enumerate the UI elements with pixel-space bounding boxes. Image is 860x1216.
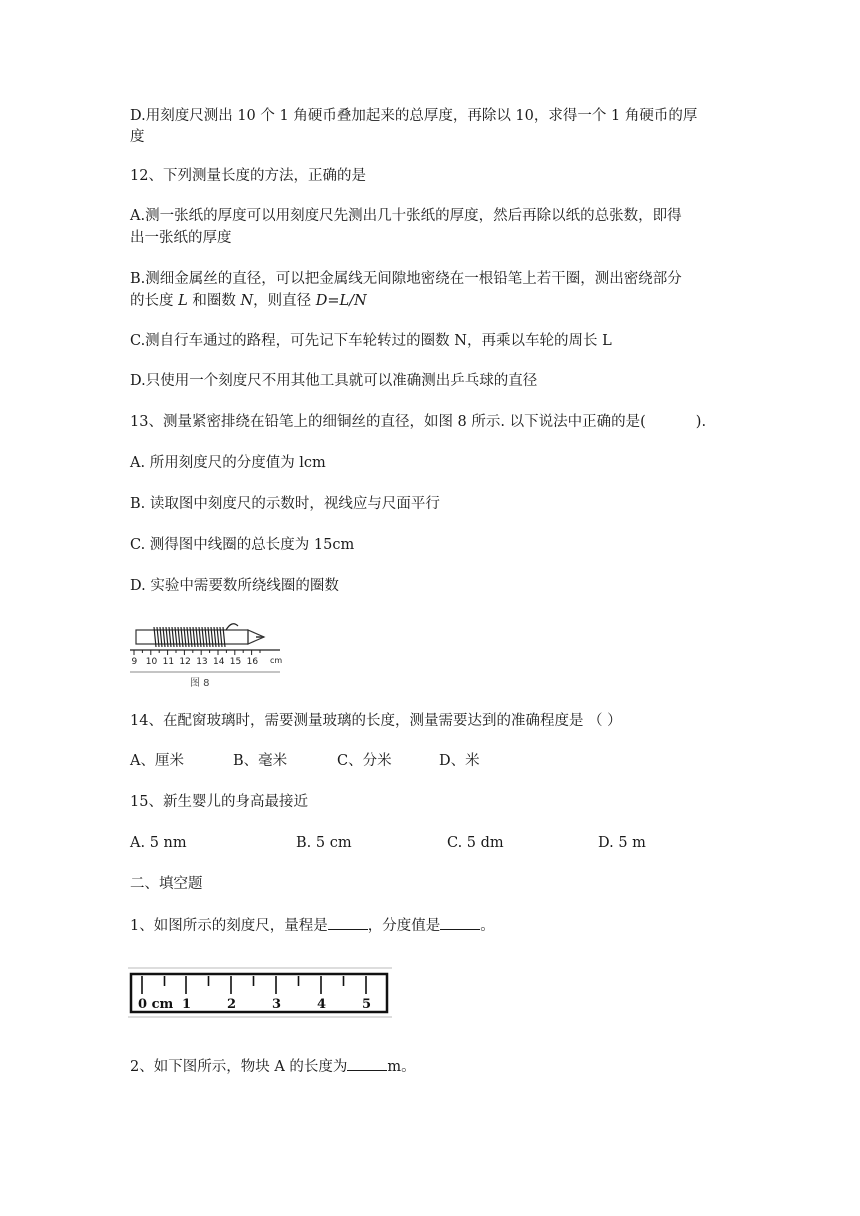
fill1-text: ，分度值是	[367, 918, 441, 934]
wire-end	[226, 624, 238, 630]
q12-option-b-text: 的长度	[130, 293, 179, 309]
q13-option-a: A. 所用刻度尺的分度值为 lcm	[130, 455, 326, 471]
fill2-question	[130, 1056, 416, 1077]
ruler-tick-label: 13	[196, 657, 208, 667]
variable-n: N	[240, 293, 254, 309]
answer-blank	[440, 915, 480, 930]
ruler-tick-label: 16	[246, 657, 259, 667]
q14-stem: 14、在配窗玻璃时，需要测量玻璃的长度，测量需要达到的准确程度是 （ ）	[130, 713, 622, 729]
figure-caption: 图 8	[190, 678, 210, 689]
q12-option-b-line1: B.测细金属丝的直径，可以把金属线无间隙地密绕在一根铅笔上若干圈，测出密绕部分	[130, 271, 682, 287]
fill1-text: 1、如图所示的刻度尺，量程是	[130, 918, 328, 934]
q13-stem-text: 13、测量紧密排绕在铅笔上的细铜丝的直径，如图 8 所示. 以下说法中正确的是(	[130, 414, 646, 430]
q13-stem	[130, 412, 706, 432]
q11-option-d-line1: D.用刻度尺测出 10 个 1 角硬币叠加起来的总厚度，再除以 10，求得一个 1 角硬币的厚	[130, 108, 698, 124]
q14-option-a: A、厘米	[130, 753, 184, 769]
q12-option-a-line2: 出一张纸的厚度	[130, 230, 232, 246]
q14-option-b: B、毫米	[233, 753, 288, 769]
q15-option-c: C. 5 dm	[447, 835, 504, 851]
q15-stem: 15、新生婴儿的身高最接近	[130, 794, 308, 810]
q13-option-b: B. 读取图中刻度尺的示数时，视线应与尺面平行	[130, 496, 440, 512]
ruler-tick-label: 11	[162, 657, 175, 667]
q12-option-b-text: ，则直径	[253, 293, 316, 309]
q15-option-d: D. 5 m	[598, 835, 646, 851]
q15-option-b: B. 5 cm	[296, 835, 352, 851]
q14-option-c: C、分米	[337, 753, 392, 769]
q11-option-d-line2: 度	[130, 129, 145, 145]
q12-option-a-line1: A.测一张纸的厚度可以用刻度尺先测出几十张纸的厚度，然后再除以纸的总张数，即得	[130, 208, 682, 224]
q12-option-b-text: 和圈数	[187, 293, 241, 309]
fill2-text: m。	[387, 1059, 416, 1075]
ruler-tick-label: 1	[182, 997, 192, 1012]
q14-option-d: D、米	[439, 753, 480, 769]
q13-option-d: D. 实验中需要数所绕线圈的圈数	[130, 578, 339, 594]
q12-stem: 12、下列测量长度的方法，正确的是	[130, 168, 366, 184]
ruler-tick-label: 14	[213, 657, 225, 667]
answer-blank	[328, 915, 368, 930]
q13-option-c: C. 测得图中线圈的总长度为 15cm	[130, 537, 355, 553]
q12-option-d: D.只使用一个刻度尺不用其他工具就可以准确测出乒乓球的直径	[130, 373, 538, 389]
answer-blank	[347, 1056, 387, 1071]
ruler-unit: cm	[270, 656, 283, 665]
diameter-formula: D=L/N	[315, 293, 367, 309]
q12-option-c: C.测自行车通过的路程，可先记下车轮转过的圈数 N，再乘以车轮的周长 L	[130, 333, 612, 349]
fill2-text: 2、如下图所示，物块 A 的长度为	[130, 1059, 348, 1075]
fill1-text: 。	[480, 918, 495, 934]
ruler-tick-label: 0 cm	[138, 997, 174, 1012]
variable-l: L	[178, 293, 188, 309]
ruler-tick-label: 4	[317, 997, 327, 1012]
ruler-tick-label: 9	[131, 657, 138, 667]
ruler-figure	[128, 966, 392, 1020]
q15-option-a: A. 5 nm	[130, 835, 187, 851]
ruler-ticks	[134, 650, 260, 655]
ruler-tick-label: 2	[227, 997, 237, 1012]
q12-option-b-line2	[130, 291, 367, 311]
ruler-tick-label: 5	[362, 997, 372, 1012]
ruler-labels	[132, 657, 259, 667]
ruler-tick-label: 3	[272, 997, 282, 1012]
section-title: 二、填空题	[130, 876, 203, 892]
figure-8-coil-on-pencil	[128, 614, 288, 694]
ruler-tick-label: 10	[145, 657, 158, 667]
q13-stem-end: ).	[695, 414, 707, 430]
ruler-tick-label: 12	[179, 657, 191, 667]
ruler-tick-label: 15	[229, 657, 242, 667]
fill1-question	[130, 915, 495, 936]
